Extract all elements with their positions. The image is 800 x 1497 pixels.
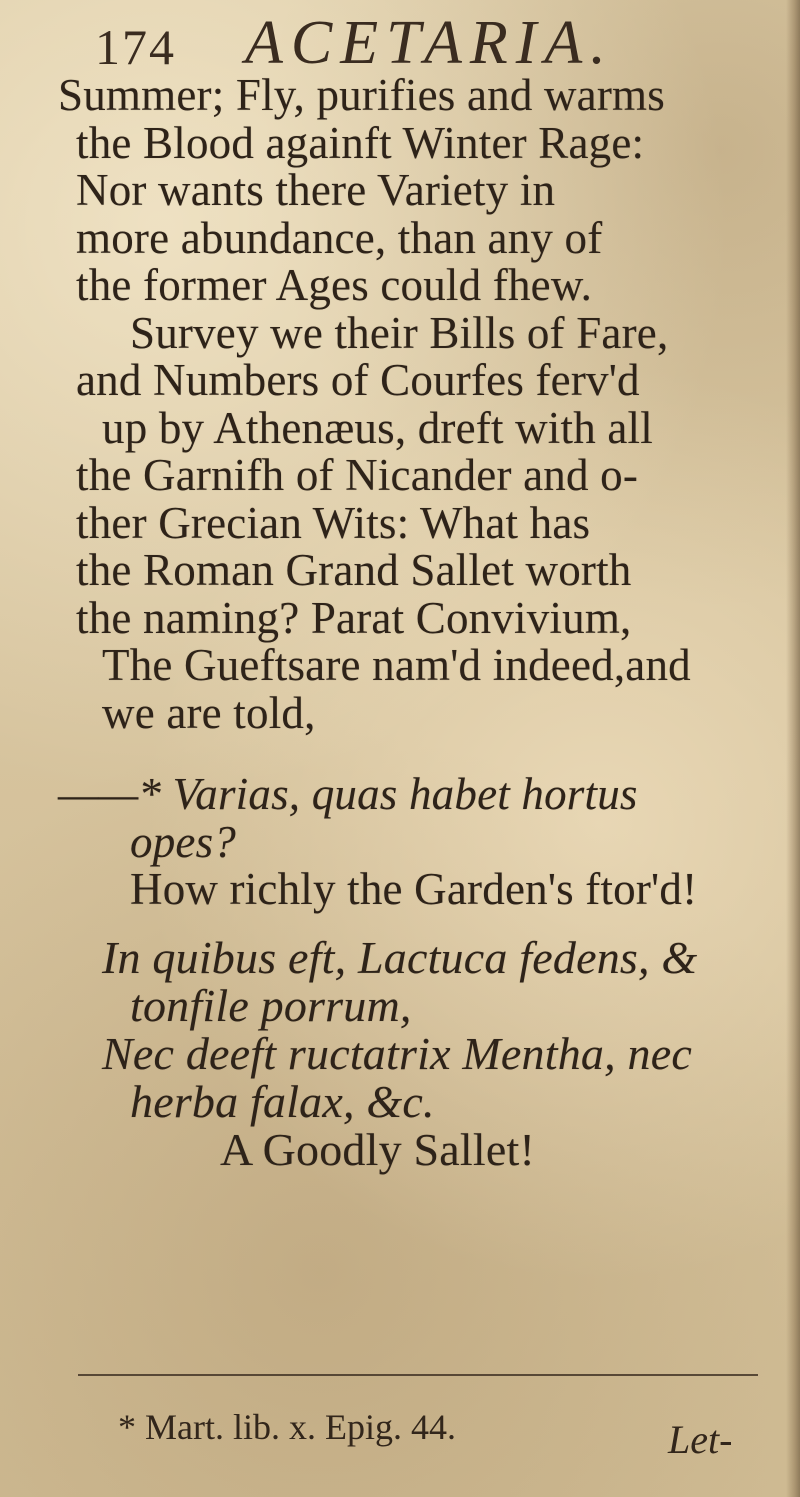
- text-line-6: Survey we their Bills of Fare,: [130, 307, 669, 358]
- latin-line-1: In quibus eft, Lactuca fedens, &: [102, 931, 698, 983]
- page-number: 174: [95, 19, 176, 75]
- text-line-13: The Gueftsare nam'd indeed,and: [102, 640, 691, 690]
- latin-line-3: Nec deeft ructatrix Mentha, nec: [102, 1027, 692, 1079]
- text-line-9: the Garnifh of Nicander and o-: [76, 450, 639, 500]
- text-line-11: the Roman Grand Sallet worth: [76, 545, 632, 595]
- text-line-7: and Numbers of Courfes ferv'd: [76, 355, 640, 405]
- text-line-1: Summer; Fly, purifies and warms: [58, 70, 665, 120]
- quote-line-2: opes?: [130, 816, 236, 867]
- running-head: [95, 8, 715, 78]
- text-line-2: the Blood againft Winter Rage:: [76, 117, 645, 168]
- running-title: ACETARIA.: [245, 9, 614, 77]
- latin-exclamation: A Goodly Sallet!: [220, 1123, 535, 1175]
- footnote-rule: [78, 1374, 758, 1376]
- text-line-5: the former Ages could fhew.: [76, 260, 593, 310]
- text-line-3: Nor wants there Variety in: [76, 165, 556, 215]
- text-line-12: the naming? Parat Convivium,: [76, 592, 632, 643]
- text-line-8: up by Athenæus, dreft with all: [102, 402, 653, 453]
- main-text: [40, 72, 760, 1174]
- latin-line-4: herba falax, &c.: [130, 1075, 435, 1127]
- quote-line-1: ——* Varias, quas habet hortus: [58, 769, 638, 819]
- text-line-4: more abundance, than any of: [76, 212, 603, 263]
- quote-translation: How richly the Garden's ftor'd!: [130, 864, 698, 914]
- page-edge-shadow: [786, 0, 800, 1497]
- latin-line-2: tonfile porrum,: [130, 979, 412, 1031]
- text-line-14: we are told,: [102, 687, 316, 738]
- catchword: Let-: [668, 1417, 733, 1462]
- footnote: * Mart. lib. x. Epig. 44.: [118, 1407, 456, 1447]
- text-line-10: ther Grecian Wits: What has: [76, 497, 591, 548]
